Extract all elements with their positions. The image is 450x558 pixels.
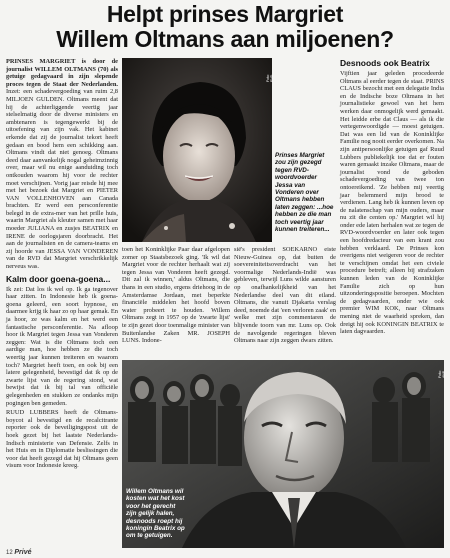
headline — [8, 2, 442, 52]
page-footer — [6, 549, 31, 556]
article-paragraph-1: Inzet: een schadevergoeding van ruim 2,8 MILJOEN GULDEN. Oltmans meent dat hij de achterliggende veertig jaar stelselmatig door de diverse ministers en ambtenaren is tegengewerkt bij de uitoefening van zijn vak. Het kabinet erkende dat zij de journalist tekort heeft gedaan en bood hem een schikking aan. Oltmans vindt dat niet genoeg. Oltmans deed daar aanvankelijk nogal geheimzinnig over, maar wil nu enige aanduiding toch ontkouden waarom hij voor de rechter moet verschijnen. Vorig jaar reisde hij mee met het bezoek dat Margriet en PIETER VAN VOLLENHOVEN aan Canada brachten. Er werd een persconferentie belegd in de extra-mer van het prille huis, waarin Margriet als kleuter samen met haar moeder JULIANA en zusjes BEATRIX en IRENE de oorlogsjaren doorbracht. Het aan de journalisten en de camera-teams en zij hoorde van JESSA VAN VONDEREN van de RVD dat Margriet verschrikkelijk nerveus was. — [6, 88, 118, 271]
article-paragraph-4: toen het Koninklijke Paar daar afgelopen zomer op Staatsbezoek ging. 'Ik wil dat Margriet voor de rechter herhaalt wat zij tegen Jessa van Vonderen heeft gezegd. Dit zal ik winnen,' aldus Oltmans, die thans in een studio, ergens driehoog in de Amsterdamse Jordaan, met beperkte financiële middelen het hoofd boven water probeert te houden. Willem Oltmans zegt in 1957 op de 'zwarte lijst' te zijn gezet door toenmalige minister van Buitenlandse Zaken MR. JOSEPH LUNS. Indone- — [122, 246, 230, 345]
article-paragraph-2: Ik zei: Dat los ik wel op. Ik ga tegenover haar zitten. In Indonesie heb ik goena-goena geleerd, een soort hypnose, en daarmee krijg ik haar zo op haar gemak. En ja hoor, ze was kalm en het werd een fantastische persconferentie. Na afloop hoor ik Margriet tegen Jessa van Vonderen zeggen: Wat is die Oltmans toch een aardige man, hoe hebben ze die toch weertig jaar kunnen treiteren en waarom toch? Margriet heeft toen, en ook bij een latere gelegenheid, bevestigd dat ik op de zwarte lijst van de regering stond, wat bewijst dat ik bij tal van officiële gelegenheden en stukken ze ondanks mijn pogingen ben gemeden. — [6, 285, 118, 407]
oltmans-photo-caption: Willem Oltmans wil kosten wat het kost voor het gerecht zijn gelijk halen, desnoods roept hij koningin Beatrix op om te getuigen. — [126, 488, 185, 540]
princess-portrait-image — [122, 58, 272, 242]
article-column-4 — [340, 58, 444, 358]
article-column-3 — [234, 246, 336, 358]
headline-line-1: Helpt prinses Margriet — [106, 1, 344, 27]
princess-photo-caption: Prinses Margriet zou zijn gezegd tegen RVD-woordvoerder Jessa van Vonderen over Oltmans hebben laten zeggen: ...hoe hebben ze die man toch veertig jaar kunnen treiteren... — [275, 152, 334, 234]
article-paragraph-5: sië's president SOEKARNO eiste Nieuw-Guinea op, dat buiten de soevereiniteitsoverdracht van het voormalige Nederlands-Indië was gebleven, terwijl Luns wilde aansturen op onafhankelijkheid van het Nederlandse deel van dit eiland. Oltmans, die vanuit Djakarta verslag deed, noemde dat 'een verloren zaak' en welke met zijn commentaren de blijvende toorn van mr. Luns op. Ook de navolgende regeringen bleven Oltmans naar zijn zeggen dwars zitten. — [234, 246, 336, 345]
headline-line-2: Willem Oltmans aan miljoenen? — [56, 26, 394, 52]
article-paragraph-3: RUUD LUBBERS heeft de Oltmans-boycot al bevestigd en de recalcitrante reporter ook de beveiligingspost uit de hoek gezet bij het laatste Nederlands-Indisch ministerie van Defensie. Zelfs in het Huis en in Diplomatie beslissingen die voor dat heeft gezegd dat hij Oltmans geen visum voor Indonesie kreeg. — [6, 409, 118, 470]
photo-credit-anp: Foto: ANP — [438, 370, 446, 378]
page-number: 12 — [6, 550, 13, 556]
magazine-name: Privé — [14, 549, 32, 556]
article-paragraph-6: Vijftien jaar geleden procedeerde Oltmans al eerder tegen de staat. PRINS CLAUS bezocht met een delegatie India en de Indische boze Oltmans in het journalistieke gewoel van het hem werken daar onmogelijk werd gemaakt. Het leidde erbe dat Claus — als ik die vertegenwoordigde — moest getuigen. Dat was een lid van de Koninklijke Familie nog nooit eerder overkomen. Na zijn antipersoonlijke getuigen gaf Ruud Lubbers publiekelijk toe dat er fouten waren gemaakt inzake Oltmans, maar de journalist vond de geboden schadevergoeding van twee ton ontoereikend. 'Ze hebben mij veertig jaar belemmerd mijn brood te verdienen. Lang heb ik kunnen leven op de nalatenschap van mijn ouders, maar nu zit die centen op.' Margriet wil hij onder ede laten herhalen wat ze tegen de RVD-woordvoerder en later ook tegen een hoofdredacteur van een krant zou hebben verklaard. De Prinses kon overigens niet weigeren voor de rechter te verschijnen omdat het een civiele procedure betreft; alleen bij strafzaken kunnen leden van de Koninklijke Familie zich op hun uitzonderingspositie beroepen. Mochten de gedagvaarden, onder wie ook premier WIM KOK, naar Oltmans mening niet de waarheid spreken, dan dreigt hij ook KONINGIN BEATRIX te laten dagvaarden. — [340, 70, 444, 336]
article-column-1 — [6, 58, 118, 546]
subheading-desnoods-beatrix: Desnoods ook Beatrix — [340, 58, 430, 68]
photo-credit-rvd: Foto: RVD — [266, 74, 274, 82]
article-lead: PRINSES MARGRIET is door de journalist WILLEM OLTMANS (70) als getuige gedagvaard in zijn slepende proces tegen de Staat der Nederlanden. — [6, 58, 118, 88]
article-column-2 — [122, 246, 230, 358]
princess-margriet-photo — [122, 58, 272, 242]
subheading-goena-goena: Kalm door goena-goena... — [6, 273, 111, 284]
